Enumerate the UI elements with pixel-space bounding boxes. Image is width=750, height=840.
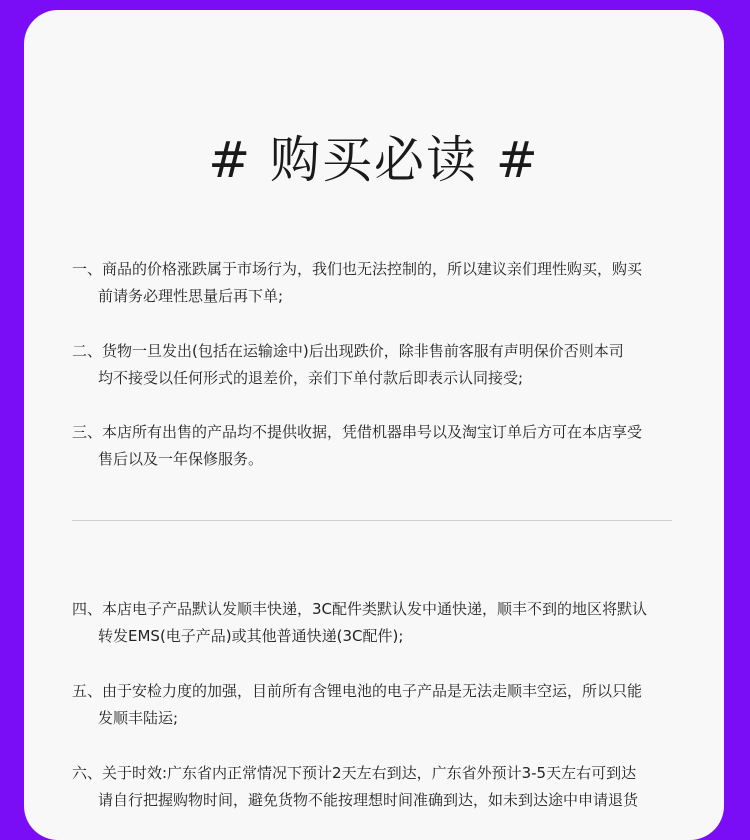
- notice-item-2: [72, 338, 692, 392]
- notice-item-4-line2: 转发EMS(电子产品)或其他普通快递(3C配件);: [98, 627, 404, 645]
- notice-item-3: [72, 419, 692, 473]
- title-wrap: [24, 128, 724, 192]
- notice-item-5: [72, 678, 692, 732]
- notice-item-6-line1: 六、关于时效:广东省内正常情况下预计2天左右到达，广东省外预计3-5天左右可到达: [72, 764, 637, 782]
- notice-item-1-line1: 一、商品的价格涨跌属于市场行为，我们也无法控制的，所以建议亲们理性购买，购买: [72, 260, 643, 278]
- notice-item-6: [72, 760, 692, 814]
- notice-card: [24, 10, 724, 840]
- notice-item-4: [72, 596, 692, 650]
- notice-item-2-line1: 二、货物一旦发出(包括在运输途中)后出现跌价，除非售前客服有声明保价否则本司: [72, 342, 624, 360]
- page-title-text: # 购买必读 #: [208, 131, 540, 189]
- notice-item-4-line1: 四、本店电子产品默认发顺丰快递，3C配件类默认发中通快递，顺丰不到的地区将默认: [72, 600, 648, 618]
- notice-item-1: [72, 256, 692, 310]
- notice-item-5-line1: 五、由于安检力度的加强，目前所有含锂电池的电子产品是无法走顺丰空运，所以只能: [72, 682, 643, 700]
- notice-item-3-line2: 售后以及一年保修服务。: [98, 450, 264, 468]
- notice-item-5-line2: 发顺丰陆运;: [98, 709, 179, 727]
- notice-item-3-line1: 三、本店所有出售的产品均不提供收据，凭借机器串号以及淘宝订单后方可在本店享受: [72, 423, 643, 441]
- notice-item-1-line2: 前请务必理性思量后再下单;: [98, 287, 284, 305]
- section-divider: [72, 520, 672, 521]
- notice-item-6-line2: 请自行把握购物时间，避免货物不能按理想时间准确到达，如未到达途中申请退货: [98, 791, 639, 809]
- notice-item-2-line2: 均不接受以任何形式的退差价，亲们下单付款后即表示认同接受;: [98, 369, 524, 387]
- page-title: [206, 128, 542, 192]
